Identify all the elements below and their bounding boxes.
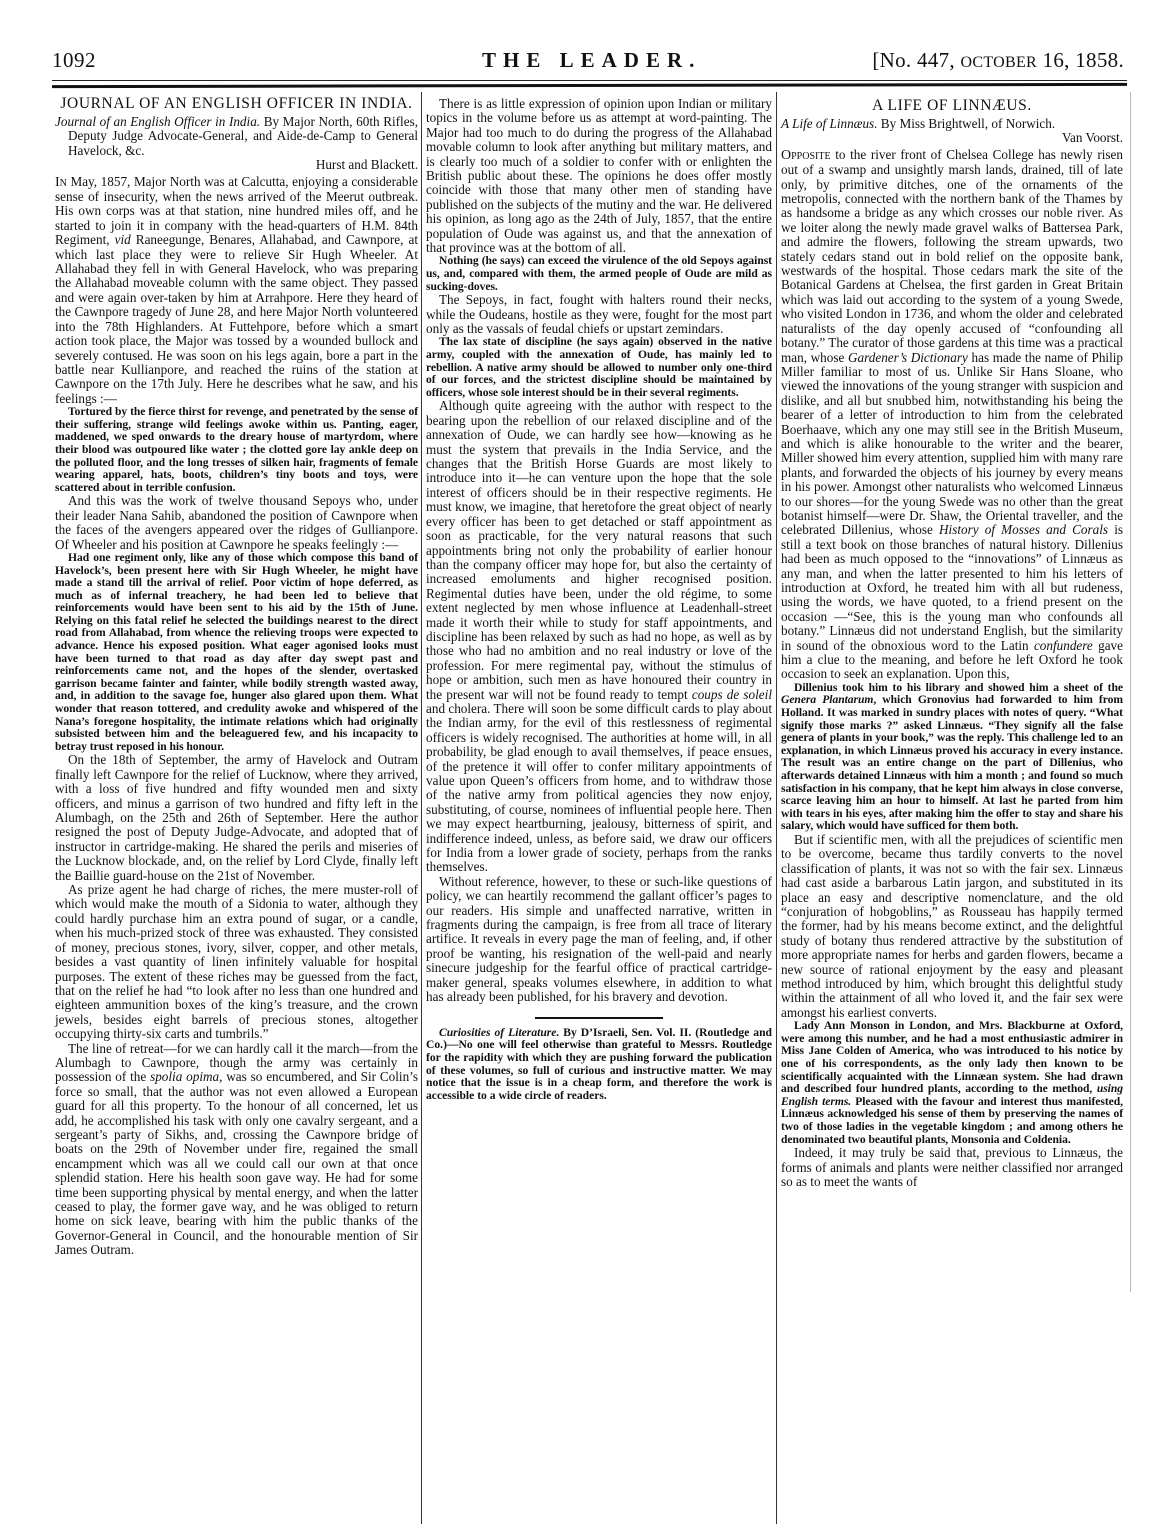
italic-text: using English terms. xyxy=(781,1082,1123,1108)
paragraph-text: and cholera. There will soon be some difficult cards to play about the Indian army, for the evil of this restlessness of regimental officers is widely recognised. The authorities at home will, in all probability, be glad enough to avail themselves, if peace ensues, of the pretence it will offer to confer military appointments of value upon Queen’s officers from home, and to withdraw those of the native army from political agencies they now enjoy, substituting, of course, nominees of influential people here. Then we may expect heartburning, jealousy, bitterness of spirit, and indifference indeed, unless, as before said, we draw our officers for India from a lower grade of society, perhaps from the ranks themselves. xyxy=(426,700,772,875)
paragraph: As prize agent he had charge of riches, the mere muster-roll of which would make the mouth of a Sidonia to water, although they could hardly purchase him an extra pound of sugar, or a candle, when his much-prized stock of three was exhausted. They consisted of money, precious stones, ivory, silver, copper, and other metals, besides a vast quantity of linen infinitely valuable for hospital purposes. The extent of these riches may be guessed from the fact, that on the relief he had “to look after no less than one hundred and eighteen ammunition boxes of the king’s treasure, and the crown jewels, besides eight barrels of precious stones, altogether occupying thirty-six carts and tumbrils.” xyxy=(55,882,418,1042)
paragraph: The Sepoys, in fact, fought with halters round their necks, while the Oudeans, hostile as they were, fought for the most part only as the vassals of feudal chiefs or upstart zemindars. xyxy=(426,292,772,337)
newspaper-title: THE LEADER. xyxy=(482,48,702,72)
column-divider xyxy=(776,92,777,1524)
issue-rest: 16, 1858. xyxy=(1037,48,1124,72)
italic-text: Genera Plantarum xyxy=(781,693,874,707)
italic-text: History of Mosses and Corals xyxy=(939,522,1109,538)
paragraph-text: to the river front of Chelsea College has newly risen out of a swamp and unsightly marsh lands, drained, till of late only, by primitive ditches, one of the ornaments of the metropolis, connected with the northern bank of the Thames by as handsome a bridge as any which crosses our noble river. As we loiter along the newly made gravel walks of Battersea Park, and admire the flowers, following the stream upwards, two stately cedars stand out in bold relief on the opposite bank, westwards of the hospital. Those cedars mark the site of the Botanical Gardens at Chelsea, the first garden in Great Britain which was laid out according to the system of a young Swede, who visited London in 1736, and whom the older and celebrated naturalists of the day openly accused of “confounding all botany.” The curator of those gardens at this time was a practical man, whose xyxy=(781,146,1123,365)
block-quote: Had one regiment only, like any of those which compose this band of Havelock’s, been present here with Sir Hugh Wheeler, he might have made a stand till the arrival of relief. Poor victim of hope deferred, as much as of infernal treachery, he had been led to believe that reinforcements would have been sent to his aid by the 15th of June. Relying on this fatal relief he selected the buildings nearest to the direct road from Allahabad, from whence the relieving troops were expected to advance. Hence his exposed position. What eager agonised looks must have been turned to that road as day after day swept past and reinforcements came not, and the hopes of the slender, overtasked garrison became fainter and fainter, while bodily strength wasted away, and, in addition to the savage foe, hunger also glared upon them. What wonder that reason tottered, and credulity awoke and whispered of the Nana’s foregone hospitality, the intimate relations which had originally subsisted between him and the beleaguered few, and his incapacity to betray trust reposed in his honour. xyxy=(55,550,418,753)
article-title: A LIFE OF LINNÆUS. xyxy=(872,97,1032,114)
quote-text: Lady Ann Monson in London, and Mrs. Blackburne at Oxford, were among this number, and he had a most enthusiastic admirer in Miss Jane Colden of America, who was introduced to his notice by one of his correspondents, as the only lady then known to be scientifically acquainted with the Linnæan system. She had drawn and described four hundred plants, according to the method, xyxy=(781,1019,1123,1096)
masthead-rule-thin xyxy=(52,80,1127,81)
drop-word: In xyxy=(55,174,67,190)
italic-text: spolia opima xyxy=(150,1069,220,1085)
italic-text: vid xyxy=(114,232,131,248)
quote-text: , which Gronovius had forwarded to him from Holland. It was marked in sundry places with notes of query. “What signify those marks ?” asked Linnæus. “They signify all the false genera of plants in your book,” was the reply. This challenge led to an explanation, in which Linnæus proved his accuracy in every instance. The result was an entire change on the part of Dillenius, who afterwards detained Linnæus with him a month ; and found so much satisfaction in his company, that he kept him always in close converse, scarce leaving him an hour to himself. At last he parted from him with tears in his eyes, after making him the offer to stay and share his salary, which would have sufficed for them both. xyxy=(781,693,1123,833)
masthead-rule-thick xyxy=(52,83,1127,88)
byline-text: By Major North, 60th Rifles, Deputy Judge Advocate-General, and Aide-de-Camp to General Havelock, &c. xyxy=(68,114,418,158)
block-quote: Nothing (he says) can exceed the virulence of the old Sepoys against us, and, compared with them, the armed people of Oude are mild as sucking-doves. xyxy=(426,254,772,293)
block-quote xyxy=(781,1020,1123,1146)
block-quote: The lax state of discipline (he says again) observed in the native army, coupled with the annexation of Oude, has mainly led to rebellion. A native army should be allowed to number only one-third of our forces, and the strictest discipline should be maintained by officers, whose sole interest should be in their several regiments. xyxy=(426,335,772,399)
drop-word: Opposite xyxy=(781,147,831,163)
byline-text: By Miss Brightwell, of Norwich. xyxy=(877,116,1056,131)
article-title: JOURNAL OF AN ENGLISH OFFICER IN INDIA. xyxy=(60,95,413,112)
page-number: 1092 xyxy=(52,48,96,72)
masthead xyxy=(52,46,1124,72)
block-quote xyxy=(781,682,1123,833)
paragraph-text: May, 1857, Major North was at Calcutta, enjoying a considerable sense of insecurity, when the news arrived of the Meerut outbreak. His own corps was at that station, nine hundred miles off, and he started to join it in company with the head-quarters of H.M. 84th Regiment, xyxy=(55,173,418,248)
paragraph-text: , was so encumbered, and Sir Colin’s force so small, that the author was not even allowed a European guard for all this property. To the honour of all concerned, let us add, he accomplished his task with only one cavalry sergeant, and a sergeant’s party of Sikhs, and, crossing the Cawnpore bridge of boats on the 29th of November under fire, regained the small encampment which was all we could call our own at that once splendid station. Here his health soon gave way. He had for some time been supporting physical by mental energy, and when the latter ceased to play, the former gave way, and he was obliged to return home on sick leave, bearing with him the public thanks of the Governor-General in Council, and the honourable mention of Sir James Outram. xyxy=(55,1069,418,1258)
paragraph-text: gave him a clue to the meaning, and before he left Oxford he took occasion to seek an explanation. Upon this, xyxy=(781,637,1123,682)
book-title: Curiosities of Literature. xyxy=(439,1025,560,1039)
column-2 xyxy=(426,97,772,1103)
paragraph-text: Raneegunge, Benares, Allahabad, and Cawnpore, at which last place they were to relieve Sir Hugh Wheeler. At Allahabad they fell in with General Havelock, who was preparing the Allahabad moveable column with the same object. They passed and were again over-taken by him at Arrahpore. Here they heard of the Cawnpore tragedy of June 28, and here Major North volunteered into the 78th Highlanders. At Futtehpore, before which a smart action took place, the Major was tossed by a wounded bullock and severely contused. He was soon on his legs again, bore a part in the battle near Kullianpore, and reached the ruins of the station at Cawnpore on the 17th July. Here he describes what he saw, and his feelings :— xyxy=(55,232,418,406)
section-divider xyxy=(535,1017,663,1019)
book-notice xyxy=(426,1027,772,1103)
book-title: A Life of Linnæus. xyxy=(781,116,878,131)
paragraph: But if scientific men, with all the prejudices of scientific men to be overcome, became thus tardily converts to the novel classification of plants, it was not so with the fair sex. Linnæus had cast aside a barbarous Latin jargon, and substituted in its place an easy and descriptive nomenclature, and the old “conjuration of hobgoblins,” as Rousseau has happily termed the former, had by his means become extinct, and the delightful study of botany thus rendered attractive by the substitution of more appropriate names for herbs and garden flowers, became a new source of rational enjoyment by the easy and pleasant method introduced by him, which brought this delightful study within the attainment of all who loved it, and the fair sex were amongst his earliest converts. xyxy=(781,831,1123,1020)
paragraph: Without reference, however, to these or such-like questions of policy, we can heartily recommend the gallant officer’s pages to our readers. His simple and unaffected narrative, written in fragments during the campaign, is free from all trace of literary artifice. It reveals in every page the man of feeling, and, if other proof be wanting, his resignation of the well-paid and nearly sinecure judgeship for the fearful office of practical cartridge-maker general, speaks volumes elsewhere, in addition to what has already been published, for his bravery and devotion. xyxy=(426,873,772,1005)
paragraph-text: The line of retreat—for we can hardly call it the march—from the Alumbagh to Cawnpore, though the army was certainly in possession of the xyxy=(55,1040,418,1085)
quote-text: Pleased with the favour and interest thus manifested, Linnæus acknowledged his sense of them by preserving the names of two of those ladies in the vegetable kingdom ; and among others he denominated two beautiful plants, Monsonia and Coldenia. xyxy=(781,1094,1124,1146)
paragraph xyxy=(55,1042,418,1258)
issue-date xyxy=(872,48,1124,73)
paragraph xyxy=(781,148,1123,682)
margin-line xyxy=(1130,92,1131,1292)
article-byline xyxy=(781,117,1123,131)
paragraph-text: Although quite agreeing with the author with respect to the bearing upon the rebellion of our relaxed discipline and of the annexation of Oude, we can hardly see how—knowing as he must the system that prevails in the India Service, and the changes that the British Horse Guards are most likely to introduce into it—he can venture upon the hope that the sole interest of officers should be in their respective regiments. He must know, we imagine, that heretofore the great object of nearly every officer has been to get detached or staff appointment as soon as practicable, for the very natural reasons that such appointments bring not only the probability of earlier honour than the company officer may hope for, but also the certainty of increased emoluments and higher recognised position. Regimental duties have been, under the old régime, to some extent neglected by men whose influence at Leadenhall-street made it worth their while to study for staff appointments, and discipline has been relaxed by such as had no hope, as well as by those who had no ambition and no real industry or love of the profession. For mere regimental pay, without the stimulus of hope or ambition, such men as have honoured their country in the present war will not be found ready to tempt xyxy=(426,398,772,702)
paragraph-text: is still a text book on those branches of natural history. Dillenius had been as much opposed to the “innovations” of Linnæus as any man, and when the latter presented to him his letters of introduction at Oxford, he treated him with all but rudeness, using the words, we have quoted, to a friend present on the occasion —“See, this is the young man who confounds all botany.” Linnæus did not understand English, but the similarity in sound of the obnoxious word to the Latin xyxy=(781,522,1124,653)
block-quote: Tortured by the fierce thirst for revenge, and penetrated by the sense of their suffering, strange wild feelings awoke within us. Panting, eager, maddened, we sped onwards to the dreary house of martyrdom, where their blood was outpoured like water ; the clotted gore lay ankle deep on the polluted floor, and the long tresses of silken hair, fragments of female wearing apparel, hats, boots, children’s tiny boots and toys, were scattered about in terrible confusion. xyxy=(55,405,418,494)
column-1 xyxy=(55,96,418,1258)
notice-text: By D’Israeli, Sen. Vol. II. (Routledge and Co.)—No one will feel otherwise than grateful to Messrs. Routledge for the rapidity with which they are pushing forward the publication of these volumes, so full of curious and instructive matter. We may notice that the issue is in a cheap form, and therefore the work is accessible to a wide circle of readers. xyxy=(426,1025,773,1103)
paragraph: Indeed, it may truly be said that, previous to Linnæus, the forms of animals and plants were neither classified nor arranged so as to meet the wants of xyxy=(781,1145,1123,1189)
paragraph: On the 18th of September, the army of Havelock and Outram finally left Cawnpore for the relief of Lucknow, where they arrived, with a loss of five hundred and fifty wounded men and sixty officers, and minus a garrison of two hundred and fifty left in the Alumbagh, on the 25th and 26th of September. Here the author resigned the post of Deputy Judge-Advocate, and adopted that of instructor in cartridge-making. He shared the perils and miseries of the Lucknow blockade, and, on the relief by Lord Clyde, finally left the Baillie guard-house on the 21st of November. xyxy=(55,752,418,883)
italic-text: confundere xyxy=(1033,637,1093,653)
publisher: Hurst and Blackett. xyxy=(315,157,418,173)
quote-text: Dillenius took him to his library and showed him a sheet of the xyxy=(794,680,1123,694)
publisher: Van Voorst. xyxy=(1061,130,1123,146)
issue-month: OCTOBER xyxy=(960,54,1037,71)
paragraph xyxy=(55,175,418,407)
column-3 xyxy=(781,98,1123,1189)
column-divider xyxy=(421,92,422,1524)
paragraph: And this was the work of twelve thousand Sepoys who, under their leader Nana Sahib, abandoned the position of Cawnpore when the faces of the avengers appeared over the ridges of Gullianpore. Of Wheeler and his position at Cawnpore he speaks feelingly :— xyxy=(55,493,418,552)
article-byline xyxy=(55,115,418,158)
paragraph: There is as little expression of opinion upon Indian or military topics in the volume before us as attempt at word-painting. The Major had too much to do during the progress of the Allahabad movable column to look after anything but military matters, and is clearly too much of a soldier to confer with or enlighten the British public about these. The opinions he does offer mostly coincide with those that many other men of standing have published on the subjects of the mutiny and the war. He delivered his opinion, as long ago as the 24th of July, 1857, that the entire population of Oude was against us, and that the annexation of that province was at the bottom of all. xyxy=(426,96,772,256)
issue-open: [No. 447, xyxy=(872,48,961,72)
book-title: Journal of an English Officer in India. xyxy=(55,114,261,129)
paragraph-text: has made the name of Philip Miller familiar to most of us. Unlike Sir Hans Sloane, who viewed the innovations of the young stranger with suspicion and dislike, and all but snubbed him, notwithstanding his being the bearer of a letter of introduction to him from the celebrated Boerhaave, which any one may still see in the British Museum, and which is alike honourable to the writer and the bearer, Miller showed him every attention, supplied him with many rare plants, and forwarded the objects of his journey by every means in his power. Amongst other naturalists who welcomed Linnæus to our shores—for the young Swede was no other than the great botanist himself—were Dr. Shaw, the Oriental traveller, and the celebrated Dillenius, whose xyxy=(781,349,1123,538)
paragraph xyxy=(426,399,772,874)
italic-text: coups de soleil xyxy=(691,686,772,702)
italic-text: Gardener’s Dictionary xyxy=(847,349,968,365)
